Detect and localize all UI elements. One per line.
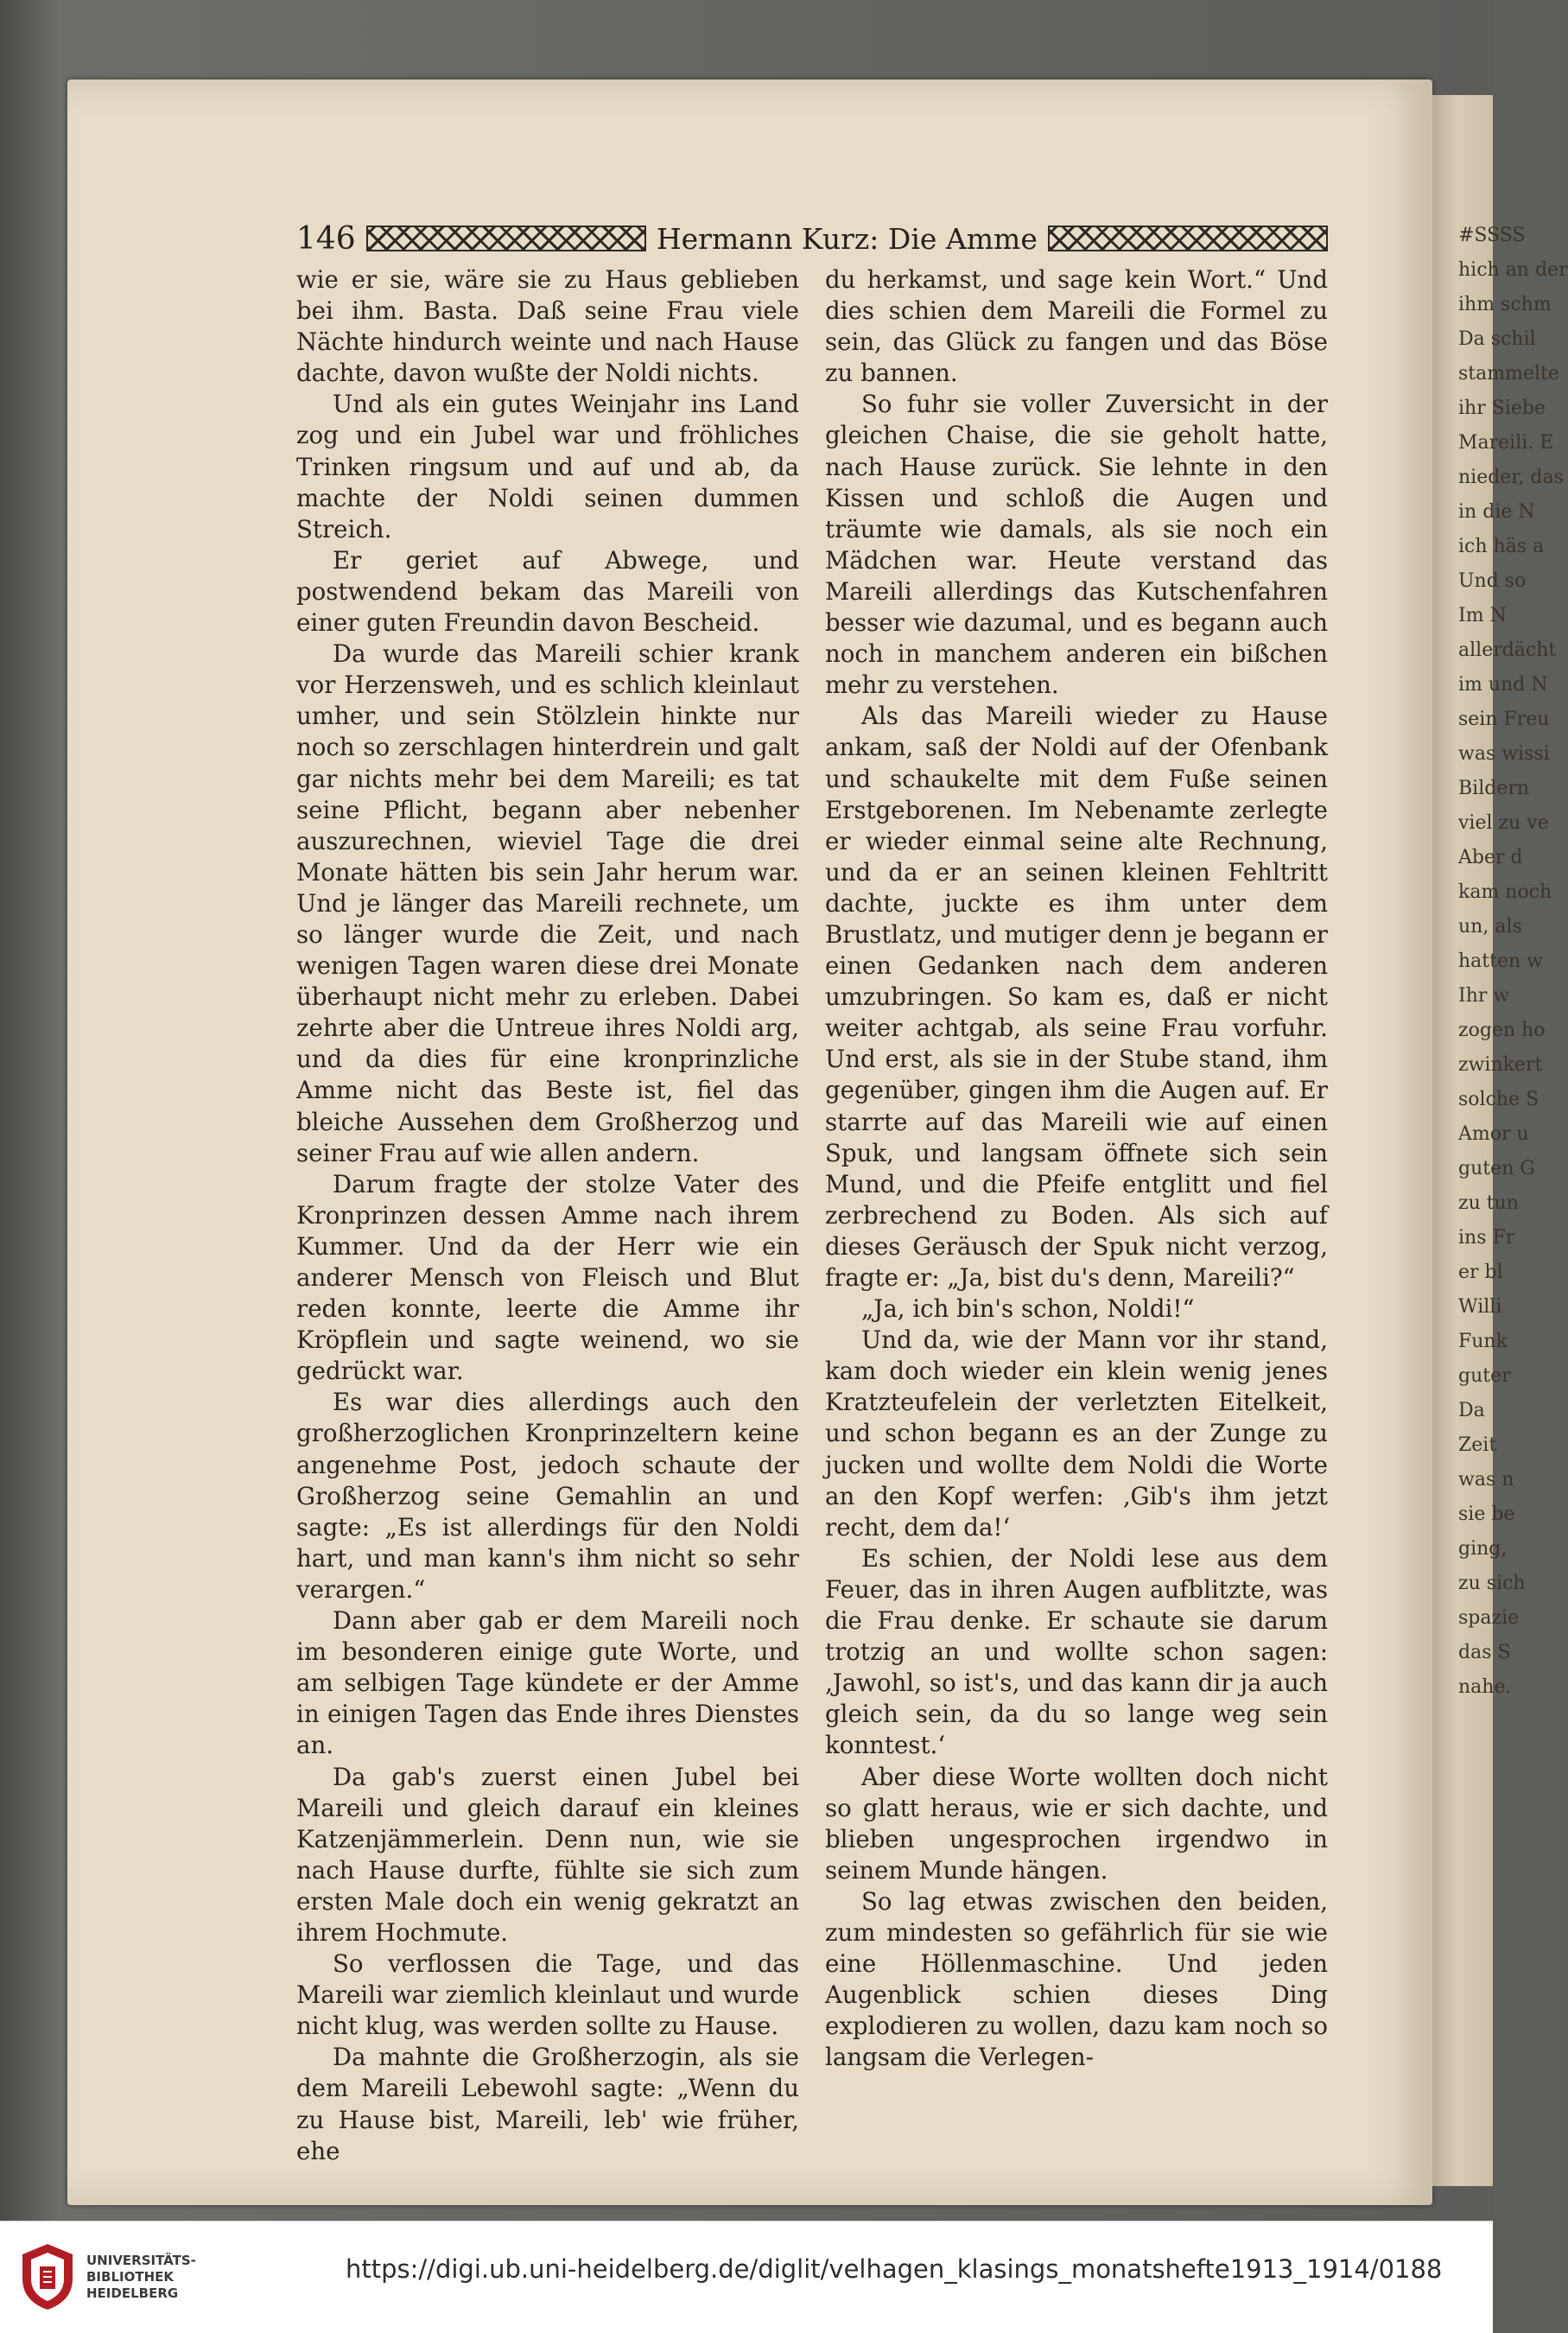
header-title: Hermann Kurz: Die Amme	[656, 221, 1038, 256]
paragraph: du herkamst, und sage kein Wort.“ Und dies schien dem Mareili die Formel zu sein, das Glück zu fangen und das Böse zu bannen.	[825, 265, 1328, 388]
next-page-fragment: zogen ho	[1458, 1020, 1546, 1041]
paragraph: Es war dies allerdings auch den großherzoglichen Kronprinzeltern keine angenehme Post, jedoch schaute der Großherzog seine Gemahlin an und sagte: „Es ist allerdings für den Noldi hart, und man kann's ihm nicht so sehr verargen.“	[296, 1388, 799, 1604]
paragraph: Da gab's zuerst einen Jubel bei Mareili und gleich darauf ein kleines Katzenjämmerlein. Denn nun, wie sie nach Hause durfte, fühlte sie sich zum ersten Male doch ein wenig gekratzt an ihrem Hochmute.	[296, 1762, 799, 1947]
page-number: 146	[296, 220, 356, 257]
viewer-footer	[0, 2221, 1493, 2333]
next-page-fragment: Und so	[1458, 570, 1527, 592]
paragraph: Und als ein gutes Weinjahr ins Land zog und ein Jubel war und fröhliches Trinken ringsum und auf und ab, da machte der Noldi seinen dummen Streich.	[296, 390, 799, 544]
next-page-fragment: Zeit	[1458, 1434, 1497, 1456]
next-page-fragment: Bildern	[1458, 778, 1530, 799]
next-page-fragment: Da schil	[1458, 328, 1536, 350]
next-page-fragment: im und N	[1458, 674, 1548, 696]
paragraph: Es schien, der Noldi lese aus dem Feuer, das in ihren Augen aufblitzte, was die Frau denke. Er schaute sie darum trotzig an und wollte schon sagen: ‚Jawohl, so ist's, und das kann dir ja auch gleich sein, da du so lange weg sein konntest.‘	[825, 1543, 1328, 1760]
header-ornament-left	[366, 226, 646, 251]
next-page-fragment: Willi	[1458, 1296, 1502, 1318]
paragraph: So verflossen die Tage, und das Mareili war ziemlich kleinlaut und wurde nicht klug, was werden sollte zu Hause.	[296, 1949, 799, 2041]
paragraph: Aber diese Worte wollten doch nicht so glatt heraus, wie er sich dachte, und blieben ungesprochen irgendwo in seinem Munde hängen.	[825, 1762, 1328, 1885]
next-page-fragment: spazie	[1458, 1607, 1520, 1629]
next-page-fragment: zu tun	[1458, 1192, 1519, 1214]
next-page-fragment: ging,	[1458, 1538, 1508, 1560]
paragraph: Da mahnte die Großherzogin, als sie dem Mareili Lebewohl sagte: „Wenn du zu Hause bist, Mareili, leb' wie früher, ehe	[296, 2043, 799, 2165]
next-page-fragment: Im N	[1458, 605, 1507, 626]
next-page-fragment: Funk	[1458, 1331, 1508, 1352]
next-page-fragment: zwinkert	[1458, 1054, 1543, 1076]
text-column-left	[296, 264, 799, 2165]
next-page-fragment: er bl	[1458, 1262, 1503, 1283]
next-page-fragment: das S	[1458, 1642, 1511, 1663]
text-column-right	[825, 264, 1328, 2072]
next-page-fragment: sein Freu	[1458, 709, 1550, 730]
next-page-fragment: nahe.	[1458, 1676, 1512, 1698]
next-page-fragment: solche S	[1458, 1089, 1539, 1110]
next-page-fragment: was wissi	[1458, 743, 1550, 765]
next-page-fragment: #SSSS	[1458, 225, 1526, 246]
next-page-fragment: un, als	[1458, 916, 1522, 938]
institution-line: BIBLIOTHEK	[86, 2269, 174, 2285]
next-page-fragment: stammelte	[1458, 363, 1559, 385]
next-page-fragment: guten G	[1458, 1158, 1535, 1179]
next-page-fragment: hich an der	[1458, 259, 1568, 281]
institution-name	[86, 2253, 196, 2302]
next-page-fragment: Mareili. E	[1458, 432, 1554, 454]
next-page-fragment: in die N	[1458, 501, 1535, 523]
next-page-fragment: ihm schm	[1458, 294, 1552, 315]
next-page-fragment: viel zu ve	[1458, 812, 1549, 834]
running-header	[296, 219, 1328, 258]
next-page-fragment: hatten w	[1458, 950, 1543, 972]
next-page-fragment: ihr Siebe	[1458, 397, 1546, 419]
next-page-fragment: nieder, das	[1458, 467, 1564, 488]
paragraph: „Ja, ich bin's schon, Noldi!“	[861, 1294, 1195, 1324]
next-page-fragment: Aber d	[1458, 847, 1523, 868]
paragraph: Darum fragte der stolze Vater des Kronprinzen dessen Amme nach ihrem Kummer. Und da der Herr wie ein anderer Mensch von Fleisch und Blut reden konnte, leerte die Amme ihr Kröpflein und sagte weinend, wo sie gedrückt war.	[296, 1169, 799, 1386]
paragraph: Da wurde das Mareili schier krank vor Herzensweh, und es schlich kleinlaut umher, und sein Stölzlein hinkte nur noch so zerschlagen hinterdrein und galt gar nichts mehr bei dem Mareili; es tat seine Pflicht, begann aber nebenher auszurechnen, wieviel Tage die drei Monate hätten bis sein Jahr herum war. Und je länger das Mareili rechnete, um so länger wurde die Zeit, und nach wenigen Tagen waren diese drei Monate überhaupt nicht mehr zu erleben. Dabei zehrte aber die Untreue ihres Noldi arg, und da dies für eine kronprinzliche Amme nicht das Beste ist, fiel das bleiche Aussehen dem Großherzog und seiner Frau auf wie allen andern.	[296, 639, 799, 1167]
next-page-fragment: guter	[1458, 1365, 1511, 1387]
next-page-fragment: zu sich	[1458, 1573, 1526, 1594]
next-page-fragment: ich häs a	[1458, 536, 1545, 557]
paragraph: So lag etwas zwischen den beiden, zum mindesten so gefährlich für sie wie eine Höllenmaschine. Und jeden Augenblick schien dieses Ding explodieren zu wollen, dazu kam noch so langsam die Verlegen-	[825, 1886, 1328, 2072]
next-page-fragment: Amor u	[1458, 1123, 1529, 1145]
paragraph: Als das Mareili wieder zu Hause ankam, saß der Noldi auf der Ofenbank und schaukelte mit dem Fuße seinen Erstgeborenen. Im Nebenamte zerlegte er wieder einmal seine alte Rechnung, und da er an seinen kleinen Fehltritt dachte, juckte es ihm unter dem Brustlatz, und mutiger denn je begann er einen Gedanken nach dem anderen umzubringen. So kam es, daß er nicht weiter achtgab, als seine Frau vorfuhr. Und erst, als sie in der Stube stand, ihm gegenüber, gingen ihm die Augen auf. Er starrte auf das Mareili wie auf einen Spuk, und langsam öffnete sich sein Mund, und die Pfeife entglitt und fiel zerbrechend zu Boden. Als sich auf dieses Geräusch der Spuk nicht verzog, fragte er: „Ja, bist du's denn, Mareili?“	[825, 702, 1328, 1292]
institution-line: UNIVERSITÄTS-	[86, 2253, 196, 2268]
paragraph: Er geriet auf Abwege, und postwendend bekam das Mareili von einer guten Freundin davon Bescheid.	[296, 545, 799, 638]
next-page-fragment: ins Fr	[1458, 1227, 1515, 1249]
next-page-fragment: Ihr w	[1458, 985, 1510, 1007]
next-page-fragment: Da	[1458, 1400, 1485, 1421]
next-page-fragment: kam noch	[1458, 881, 1552, 903]
paragraph: Dann aber gab er dem Mareili noch im besonderen einige gute Worte, und am selbigen Tage kündete er der Amme in einigen Tagen das Ende ihres Dienstes an.	[296, 1606, 799, 1760]
university-seal-icon	[19, 2241, 76, 2313]
header-ornament-right	[1048, 226, 1328, 251]
paragraph: So fuhr sie voller Zuversicht in der gleichen Chaise, die sie geholt hatte, nach Hause zurück. Sie lehnte in den Kissen und schloß die Augen und träumte wie damals, als sie noch ein Mädchen war. Heute verstand das Mareili allerdings das Kutschenfahren besser wie dazumal, und es begann auch noch in manchem anderen ein bißchen mehr zu verstehen.	[825, 390, 1328, 700]
next-page-fragment: sie be	[1458, 1503, 1515, 1525]
institution-line: HEIDELBERG	[86, 2285, 179, 2301]
permalink-url[interactable]: https://digi.ub.uni-heidelberg.de/diglit/velhagen_klasings_monatshefte1913_1914/0188	[346, 2254, 1443, 2284]
paragraph: wie er sie, wäre sie zu Haus geblieben bei ihm. Basta. Daß seine Frau viele Nächte hindurch weinte und nach Hause dachte, davon wußte der Noldi nichts.	[296, 265, 799, 388]
next-page-edge	[1432, 95, 1568, 2186]
next-page-fragment: allerdächt	[1458, 639, 1557, 661]
next-page-fragment: was n	[1458, 1469, 1514, 1491]
paragraph: Und da, wie der Mann vor ihr stand, kam doch wieder ein klein wenig jenes Kratzteufelein der verletzten Eitelkeit, und schon begann es an der Zunge zu jucken und wollte dem Noldi die Worte an den Kopf werfen: ‚Gib's ihm jetzt recht, dem da!‘	[825, 1325, 1328, 1542]
